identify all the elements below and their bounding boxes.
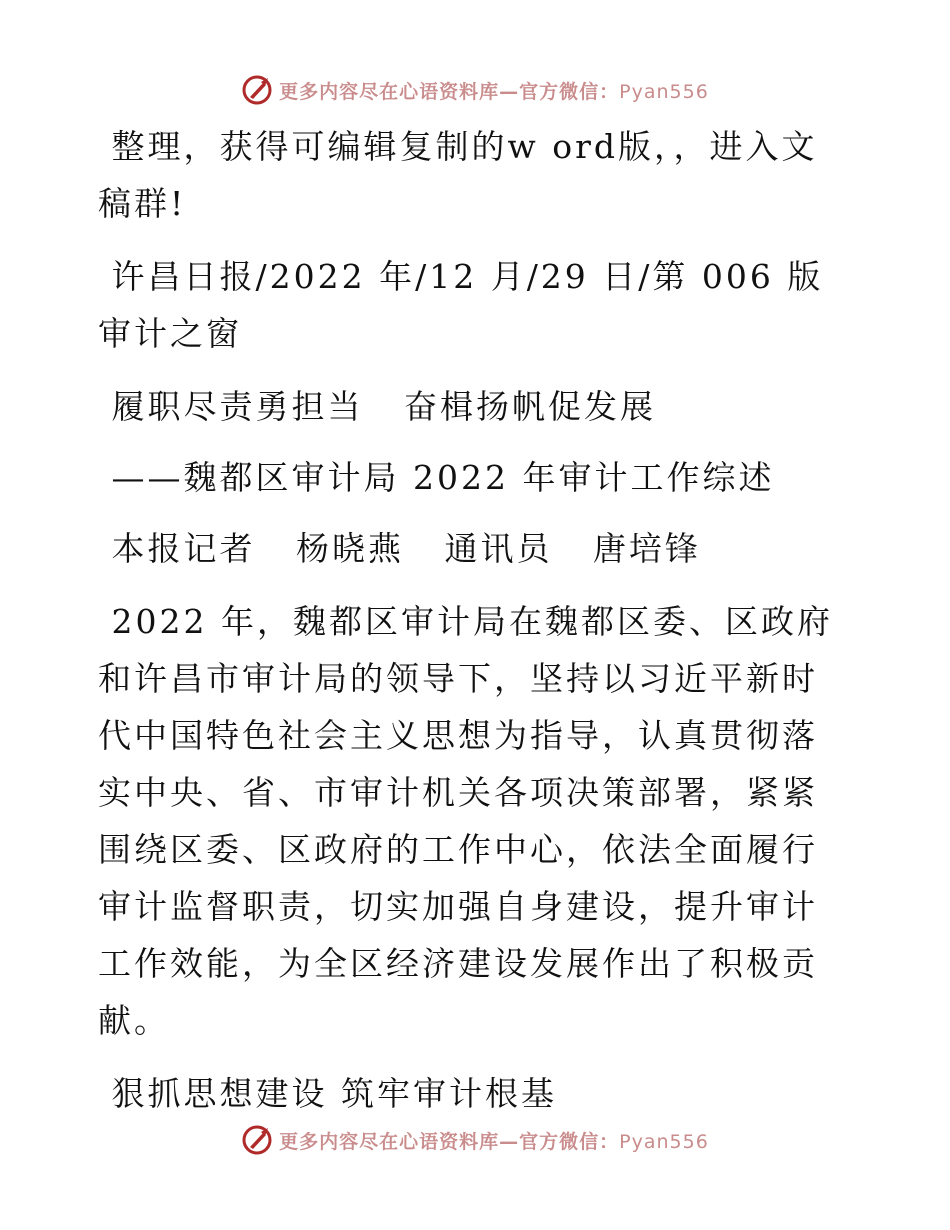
document-body (98, 118, 850, 1122)
article-paragraph: 2022 年，魏都区审计局在魏都区委、区政府和许昌市审计局的领导下，坚持以习近平新时代中国特色社会主义思想为指导，认真贯彻落实中央、省、市审计机关各项决策部署，紧紧围绕区委、区政府的工作中心，依法全面履行审计监督职责，切实加强自身建设，提升审计工作效能，为全区经济建设发展作出了积极贡献。 (98, 602, 833, 1040)
article-byline: 本报记者 杨晓燕 通讯员 唐培锋 (98, 529, 701, 568)
section-heading: 狠抓思想建设 筑牢审计根基 (98, 1074, 557, 1113)
intro-line: 整理，获得可编辑复制的w ord版，，进入文稿群! (98, 127, 818, 223)
article-subheadline: ——魏都区审计局 2022 年审计工作综述 (98, 458, 775, 497)
footer-banner-text: 更多内容尽在心语资料库—官方微信：Pyan556 (279, 1130, 709, 1153)
header-watermark-banner (0, 70, 950, 110)
footer-watermark-banner (0, 1120, 950, 1160)
quill-logo-icon (241, 74, 273, 106)
quill-logo-icon (241, 1124, 273, 1156)
source-line: 许昌日报/2022 年/12 月/29 日/第 006 版审计之窗 (98, 257, 824, 353)
header-banner-text: 更多内容尽在心语资料库—官方微信：Pyan556 (279, 80, 709, 103)
article-headline: 履职尽责勇担当 奋楫扬帆促发展 (98, 387, 656, 426)
